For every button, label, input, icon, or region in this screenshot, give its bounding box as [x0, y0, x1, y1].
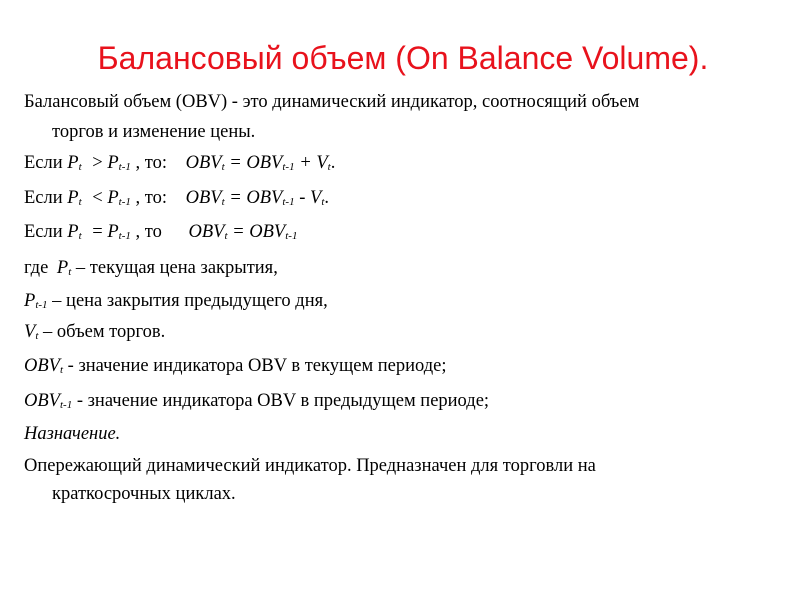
obv-symbol: OBV [246, 188, 283, 208]
where-word: где [24, 258, 49, 278]
price-subscript: t [78, 161, 82, 173]
price-symbol: P [67, 188, 79, 208]
rule-separator: , то [135, 222, 162, 242]
rule-decrease [24, 188, 329, 209]
obv-symbol: OBV [24, 356, 60, 376]
definition-volume [24, 322, 165, 343]
obv-subscript: t-1 [285, 230, 298, 242]
rule-end: . [330, 153, 336, 173]
obv-subscript: t-1 [282, 161, 295, 173]
definition-previous-price [24, 291, 328, 312]
volume-symbol: V [310, 188, 322, 208]
definition-obv-current [24, 356, 447, 377]
price-symbol: P [67, 222, 79, 242]
obv-subscript: t [221, 196, 225, 208]
volume-subscript: t [327, 161, 331, 173]
price-subscript: t-1 [118, 230, 131, 242]
equals-sign: = [232, 222, 245, 242]
price-symbol: P [107, 222, 119, 242]
equals-sign: = [229, 188, 242, 208]
comparison-operator: > [92, 153, 103, 173]
price-subscript: t [78, 230, 82, 242]
obv-symbol: OBV [188, 222, 225, 242]
obv-subscript: t-1 [282, 196, 295, 208]
comparison-operator: < [92, 188, 103, 208]
price-subscript: t-1 [118, 161, 131, 173]
obv-subscript: t [59, 364, 64, 376]
purpose-label: Назначение. [24, 424, 121, 444]
volume-symbol: V [24, 322, 36, 342]
obv-subscript: t [224, 230, 228, 242]
volume-subscript: t [35, 330, 39, 342]
slide-title: Балансовый объем (On Balance Volume). [97, 40, 709, 76]
rule-prefix: Если [24, 222, 63, 242]
definition-line-1: Балансовый объем (OBV) - это динамический индикатор, соотносящий объем [24, 92, 640, 112]
volume-symbol: V [316, 153, 328, 173]
obv-symbol: OBV [246, 153, 283, 173]
obv-symbol: OBV [185, 188, 222, 208]
plus-operator: + [299, 153, 312, 173]
rule-increase [24, 153, 335, 174]
volume-subscript: t [321, 196, 325, 208]
price-subscript: t-1 [35, 299, 48, 311]
price-symbol: P [107, 153, 119, 173]
definition-current-price [24, 258, 278, 279]
purpose-line-1: Опережающий динамический индикатор. Предназначен для торговли на [24, 456, 596, 476]
price-subscript: t [68, 266, 72, 278]
current-price-description: – текущая цена закрытия, [75, 258, 278, 278]
minus-operator: - [299, 188, 306, 208]
price-subscript: t-1 [118, 196, 131, 208]
price-symbol: P [24, 291, 36, 311]
obv-symbol: OBV [249, 222, 286, 242]
rule-prefix: Если [24, 153, 63, 173]
rule-unchanged [24, 222, 297, 243]
rule-separator: , то: [135, 153, 167, 173]
obv-current-description: - значение индикатора OBV в текущем периоде; [67, 356, 447, 376]
rule-separator: , то: [135, 188, 167, 208]
comparison-operator: = [92, 222, 103, 242]
price-symbol: P [107, 188, 119, 208]
price-subscript: t [78, 196, 82, 208]
rule-end: . [324, 188, 330, 208]
equals-sign: = [229, 153, 242, 173]
obv-symbol: OBV [185, 153, 222, 173]
volume-description: – объем торгов. [43, 322, 166, 342]
obv-symbol: OBV [24, 391, 60, 411]
definition-obv-previous [24, 391, 489, 412]
rule-prefix: Если [24, 188, 63, 208]
price-symbol: P [67, 153, 79, 173]
purpose-line-2: краткосрочных циклах. [52, 484, 236, 504]
obv-subscript: t-1 [59, 399, 73, 411]
obv-subscript: t [221, 161, 225, 173]
obv-previous-description: - значение индикатора OBV в предыдущем периоде; [76, 391, 490, 411]
price-symbol: P [56, 258, 69, 278]
definition-line-2: торгов и изменение цены. [52, 122, 256, 142]
previous-price-description: – цена закрытия предыдущего дня, [52, 291, 328, 311]
